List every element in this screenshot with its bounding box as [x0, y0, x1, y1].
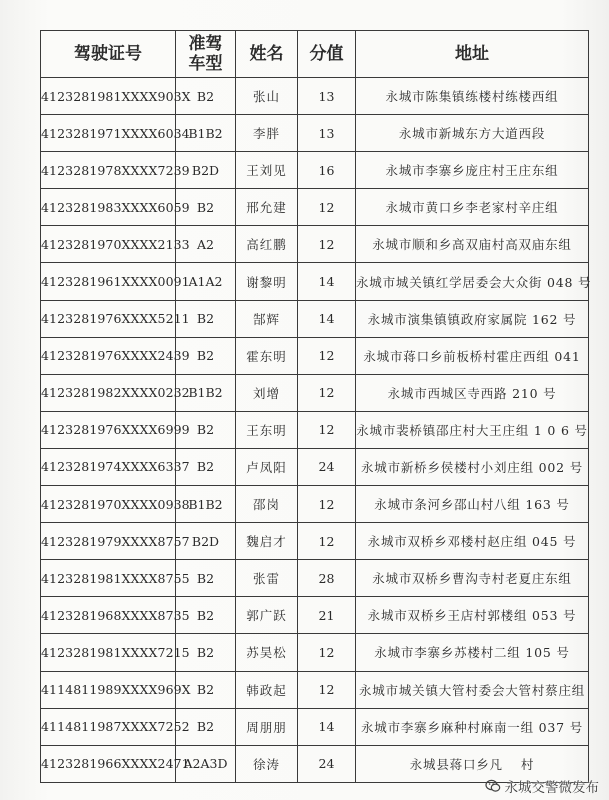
- license-cell: 4123281971XXXX6034: [41, 115, 176, 152]
- score-cell: 16: [298, 152, 356, 189]
- name-cell: 苏昊松: [236, 634, 298, 671]
- table-row: [41, 189, 589, 226]
- license-cell: 4123281974XXXX6337: [41, 448, 176, 485]
- address-cell: 永城市演集镇镇政府家属院 162 号: [356, 300, 589, 337]
- table-row: [41, 263, 589, 300]
- name-cell: 徐涛: [236, 745, 298, 782]
- address-cell: 永城市双桥乡王店村郭楼组 053 号: [356, 597, 589, 634]
- header-vehicle-type-line2: 车型: [188, 54, 223, 74]
- name-cell: 邵岗: [236, 486, 298, 523]
- vehicle-type-cell: B2: [176, 411, 236, 448]
- header-vehicle-type-line1: 准驾: [188, 34, 223, 54]
- table-row: [41, 523, 589, 560]
- table-row: [41, 337, 589, 374]
- vehicle-type-cell: B2: [176, 448, 236, 485]
- score-cell: 12: [298, 671, 356, 708]
- vehicle-type-cell: A2: [176, 226, 236, 263]
- vehicle-type-cell: A1A2: [176, 263, 236, 300]
- license-cell: 4123281981XXXX903X: [41, 78, 176, 115]
- address-cell: 永城市李寨乡庞庄村王庄东组: [356, 152, 589, 189]
- license-cell: 4123281976XXXX5211: [41, 300, 176, 337]
- table-row: [41, 634, 589, 671]
- table-row: [41, 226, 589, 263]
- name-cell: 邢允建: [236, 189, 298, 226]
- header-name: 姓名: [236, 31, 298, 78]
- name-cell: 谢黎明: [236, 263, 298, 300]
- name-cell: 韩政起: [236, 671, 298, 708]
- license-cell: 4123281983XXXX6059: [41, 189, 176, 226]
- watermark: [485, 776, 600, 796]
- address-cell: 永城市李寨乡苏楼村二组 105 号: [356, 634, 589, 671]
- vehicle-type-cell: B1B2: [176, 374, 236, 411]
- address-cell: 永城市双桥乡曹沟寺村老夏庄东组: [356, 560, 589, 597]
- license-cell: 4123281968XXXX8735: [41, 597, 176, 634]
- score-cell: 12: [298, 337, 356, 374]
- name-cell: 刘增: [236, 374, 298, 411]
- table-row: [41, 300, 589, 337]
- license-cell: 4123281978XXXX7239: [41, 152, 176, 189]
- license-cell: 4123281979XXXX8757: [41, 523, 176, 560]
- score-cell: 12: [298, 189, 356, 226]
- score-cell: 24: [298, 745, 356, 782]
- header-score: 分值: [298, 31, 356, 78]
- license-cell: 4123281970XXXX2133: [41, 226, 176, 263]
- address-cell: 永城市双桥乡邓楼村赵庄组 045 号: [356, 523, 589, 560]
- name-cell: 周朋朋: [236, 708, 298, 745]
- table-row: [41, 152, 589, 189]
- table-row: [41, 708, 589, 745]
- score-cell: 12: [298, 374, 356, 411]
- vehicle-type-cell: B1B2: [176, 115, 236, 152]
- vehicle-type-cell: B2: [176, 671, 236, 708]
- table-row: [41, 671, 589, 708]
- vehicle-type-cell: B2D: [176, 523, 236, 560]
- vehicle-type-cell: B2: [176, 300, 236, 337]
- score-cell: 14: [298, 708, 356, 745]
- table-row: [41, 78, 589, 115]
- license-cell: 4114811987XXXX7252: [41, 708, 176, 745]
- address-cell: 永城市李寨乡麻种村麻南一组 037 号: [356, 708, 589, 745]
- header-address: 地址: [356, 31, 589, 78]
- vehicle-type-cell: A2A3D: [176, 745, 236, 782]
- table-row: [41, 115, 589, 152]
- table-row: [41, 448, 589, 485]
- wechat-icon: [485, 778, 501, 794]
- header-license: 驾驶证号: [41, 31, 176, 78]
- vehicle-type-cell: B2: [176, 78, 236, 115]
- license-cell: 4123281970XXXX0938: [41, 486, 176, 523]
- vehicle-type-cell: B2: [176, 560, 236, 597]
- license-cell: 4123281981XXXX8755: [41, 560, 176, 597]
- table-row: [41, 560, 589, 597]
- vehicle-type-cell: B1B2: [176, 486, 236, 523]
- table-row: [41, 411, 589, 448]
- name-cell: 王东明: [236, 411, 298, 448]
- score-cell: 21: [298, 597, 356, 634]
- score-cell: 12: [298, 226, 356, 263]
- address-cell: 永城市黄口乡李老家村辛庄组: [356, 189, 589, 226]
- address-cell: 永城市条河乡邵山村八组 163 号: [356, 486, 589, 523]
- vehicle-type-cell: B2: [176, 597, 236, 634]
- license-cell: 4123281981XXXX7215: [41, 634, 176, 671]
- name-cell: 张山: [236, 78, 298, 115]
- vehicle-type-cell: B2: [176, 634, 236, 671]
- vehicle-type-cell: B2: [176, 337, 236, 374]
- table-header-row: [41, 31, 589, 78]
- score-cell: 14: [298, 300, 356, 337]
- watermark-text: 永城交警微发布: [504, 780, 599, 796]
- address-cell: 永城市顺和乡高双庙村高双庙东组: [356, 226, 589, 263]
- license-cell: 4114811989XXXX969X: [41, 671, 176, 708]
- score-cell: 28: [298, 560, 356, 597]
- license-cell: 4123281982XXXX0232: [41, 374, 176, 411]
- score-cell: 13: [298, 78, 356, 115]
- table-row: [41, 374, 589, 411]
- license-cell: 4123281961XXXX0091: [41, 263, 176, 300]
- address-cell: 永城市西城区寺西路 210 号: [356, 374, 589, 411]
- address-cell: 永城市裴桥镇邵庄村大王庄组 1 0 6 号: [356, 411, 589, 448]
- license-cell: 4123281976XXXX6999: [41, 411, 176, 448]
- name-cell: 霍东明: [236, 337, 298, 374]
- name-cell: 王刘见: [236, 152, 298, 189]
- score-cell: 13: [298, 115, 356, 152]
- table-row: [41, 486, 589, 523]
- name-cell: 郭广跃: [236, 597, 298, 634]
- address-cell: 永城市新桥乡侯楼村小刘庄组 002 号: [356, 448, 589, 485]
- address-cell: 永城县蒋口乡凡 村: [356, 745, 589, 782]
- score-cell: 12: [298, 634, 356, 671]
- license-cell: 4123281976XXXX2439: [41, 337, 176, 374]
- score-cell: 12: [298, 411, 356, 448]
- name-cell: 卢凤阳: [236, 448, 298, 485]
- name-cell: 张雷: [236, 560, 298, 597]
- score-cell: 24: [298, 448, 356, 485]
- table-body: [41, 78, 592, 783]
- address-cell: 永城市城关镇红学居委会大众街 048 号: [356, 263, 589, 300]
- address-cell: 永城市陈集镇练楼村练楼西组: [356, 78, 589, 115]
- license-cell: 4123281966XXXX2471: [41, 745, 176, 782]
- table-row: [41, 597, 589, 634]
- vehicle-type-cell: B2: [176, 189, 236, 226]
- violation-table: [40, 30, 592, 783]
- name-cell: 李胖: [236, 115, 298, 152]
- name-cell: 郜辉: [236, 300, 298, 337]
- score-cell: 14: [298, 263, 356, 300]
- vehicle-type-cell: B2D: [176, 152, 236, 189]
- address-cell: 永城市蒋口乡前板桥村霍庄西组 041: [356, 337, 589, 374]
- name-cell: 高红鹏: [236, 226, 298, 263]
- score-cell: 12: [298, 486, 356, 523]
- address-cell: 永城市城关镇大管村委会大管村蔡庄组: [356, 671, 589, 708]
- name-cell: 魏启才: [236, 523, 298, 560]
- score-cell: 12: [298, 523, 356, 560]
- address-cell: 永城市新城东方大道西段: [356, 115, 589, 152]
- vehicle-type-cell: B2: [176, 708, 236, 745]
- header-vehicle-type: [176, 31, 236, 78]
